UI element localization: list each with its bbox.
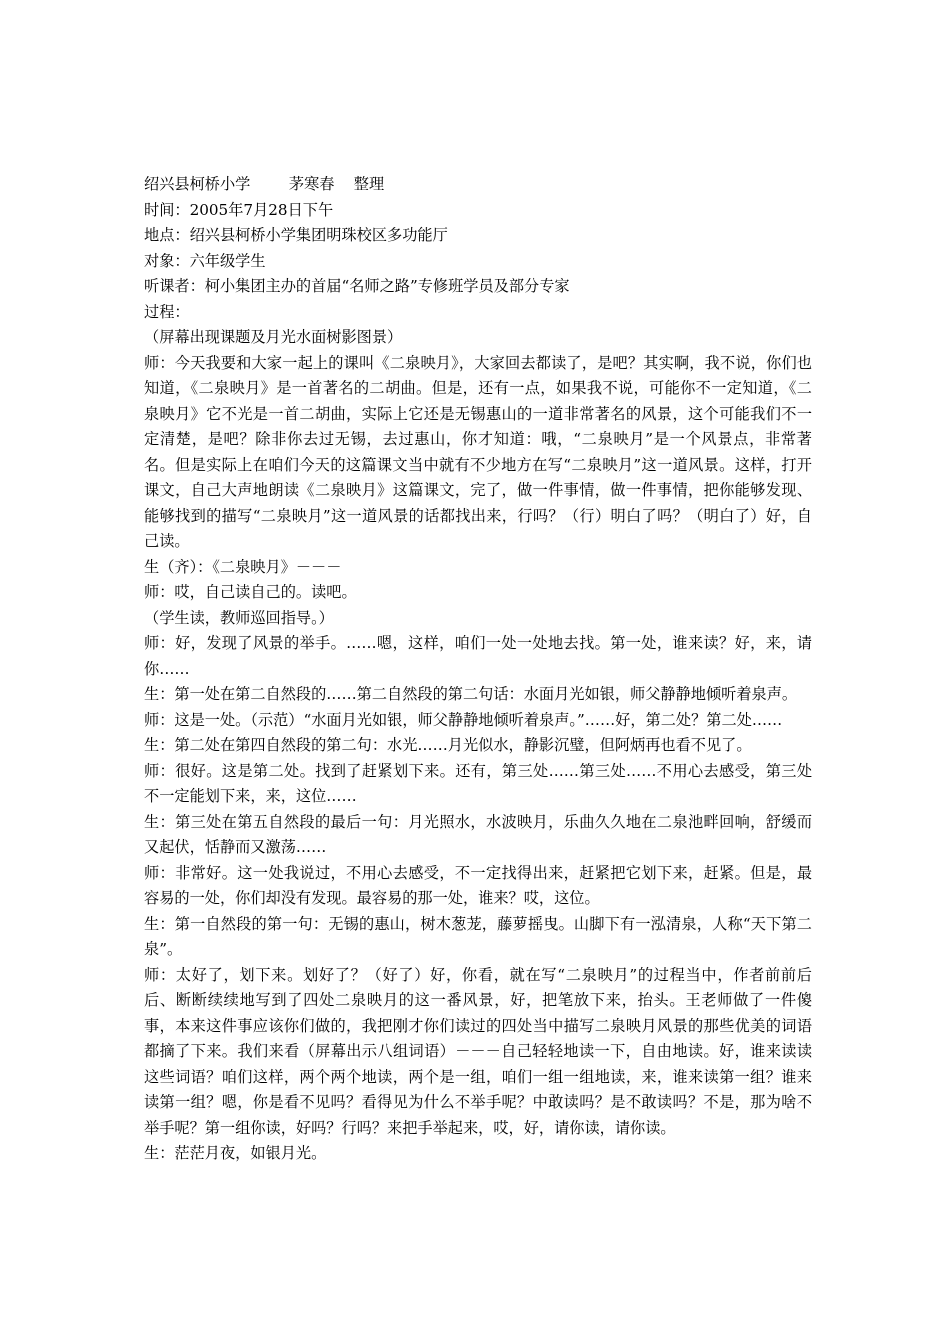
dialogue-paragraph: 师：这是一处。（示范）“水面月光如银，师父静静地倾听着泉声。”……好，第二处？第二处…… [144,710,783,729]
dialogue-paragraph: 师：今天我要和大家一起上的课叫《二泉映月》，大家回去都读了，是吧？其实啊，我不说，你们也知道，《二泉映月》是一首著名的二胡曲。但是，还有一点，如果我不说，可能你不一定知道，《二泉映月》它不光是一首二胡曲，实际上它还是无锡惠山的一道非常著名的风景，这个可能我们不一定清楚，是吧？除非你去过无锡，去过惠山，你才知道：哦，“二泉映月”是一个风景点，非常著名。但是实际上在咱们今天的这篇课文当中就有不少地方在写“二泉映月”这一道风景。这样，打开课文，自己大声地朗读《二泉映月》这篇课文，完了，做一件事情，做一件事情，把你能够发现、能够找到的描写“二泉映月”这一道风景的话都找出来，行吗？（行）明白了吗？（明白了）好，自己读。 [144,353,812,550]
observers-line: 听课者：柯小集团主办的首届“名师之路”专修班学员及部分专家 [144,277,570,295]
dialogue-paragraph: 师：非常好。这一处我说过，不用心去感受，不一定找得出来，赶紧把它划下来，赶紧。但是，最容易的一处，你们却没有发现。最容易的那一处，谁来？哎，这位。 [144,863,812,907]
dialogue-paragraph: 生：茫茫月夜，如银月光。 [144,1144,327,1162]
dialogue-paragraph: 师：哎，自己读自己的。读吧。 [144,583,357,601]
stage-direction: （屏幕出现课题及月光水面树影图景） [144,328,403,346]
document-page [144,172,812,1167]
time-line: 时间：2005年7月28日下午 [144,200,334,219]
dialogue-paragraph: 师：好，发现了风景的举手。……嗯，这样，咱们一处一处地去找。第一处，谁来读？好，来，请你…… [144,634,812,678]
dialogue-paragraph: 生：第三处在第五自然段的最后一句：月光照水，水波映月，乐曲久久地在二泉池畔回响，舒缓而又起伏，恬静而又激荡…… [144,812,812,856]
header-line: 绍兴县柯桥小学 茅寒春 整理 [144,175,385,193]
process-heading: 过程： [144,302,190,321]
dialogue-paragraph: 生：第二处在第四自然段的第二句：水光……月光似水，静影沉璧，但阿炳再也看不见了。 [144,736,752,754]
dialogue-paragraph: 师：很好。这是第二处。找到了赶紧划下来。还有，第三处……第三处……不用心去感受，第三处不一定能划下来，来，这位…… [144,761,812,805]
location-line: 地点：绍兴县柯桥小学集团明珠校区多功能厅 [144,226,448,244]
dialogue-paragraph: 生：第一处在第二自然段的……第二自然段的第二句话：水面月光如银，师父静静地倾听着泉声。 [144,685,798,703]
audience-line: 对象：六年级学生 [144,251,266,270]
dialogue-paragraph: 师：太好了，划下来。划好了？（好了）好，你看，就在写“二泉映月”的过程当中，作者前前后后、断断续续地写到了四处二泉映月的这一番风景，好，把笔放下来，抬头。王老师做了一件傻事，本来这件事应该你们做的，我把刚才你们读过的四处当中描写二泉映月风景的那些优美的词语都摘了下来。我们来看（屏幕出示八组词语）－－－自己轻轻地读一下，自由地读。好，谁来读读这些词语？咱们这样，两个两个地读，两个是一组，咱们一组一组地读，来，谁来读第一组？谁来读第一组？嗯，你是看不见吗？看得见为什么不举手呢？中敢读吗？是不敢读吗？不是，那为啥不举手呢？第一组你读，好吗？行吗？来把手举起来，哎，好，请你读，请你读。 [144,965,812,1137]
dialogue-paragraph: 生：第一自然段的第一句：无锡的惠山，树木葱茏，藤萝摇曳。山脚下有一泓清泉，人称“天下第二泉”。 [144,914,812,958]
stage-direction: （学生读，教师巡回指导。） [144,608,334,627]
dialogue-paragraph: 生（齐）：《二泉映月》－－－ [144,557,342,576]
